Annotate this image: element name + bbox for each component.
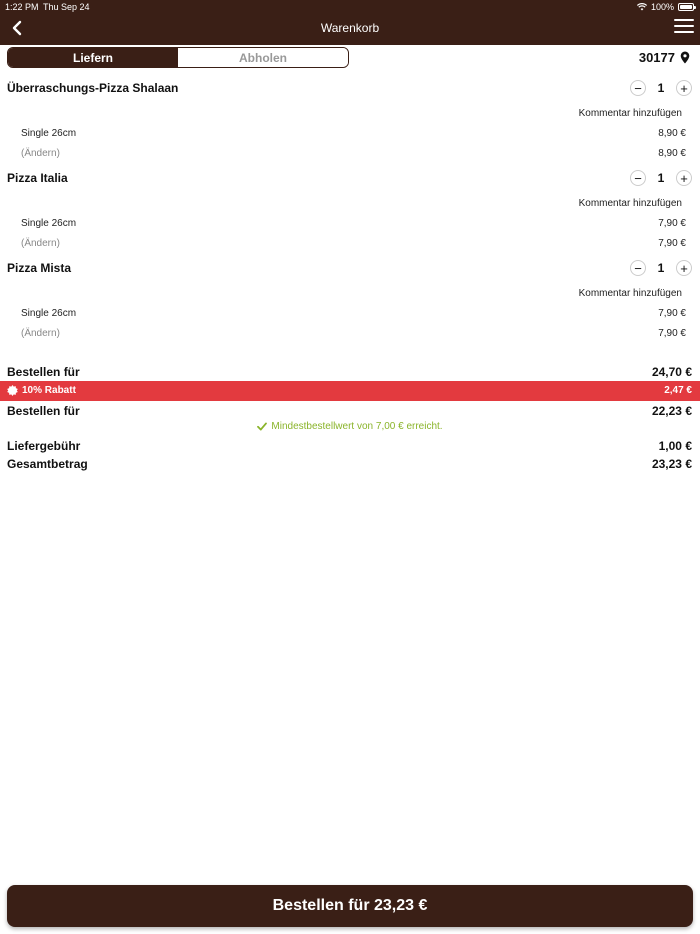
discount-badge-icon	[7, 385, 18, 396]
add-comment-link[interactable]: Kommentar hinzufügen	[578, 288, 682, 299]
item-name: Pizza Italia	[7, 171, 68, 185]
item-option: Single 26cm	[21, 308, 77, 319]
add-comment-link[interactable]: Kommentar hinzufügen	[578, 108, 682, 119]
delivery-fee-value: 1,00 €	[658, 439, 692, 453]
wifi-icon	[637, 3, 647, 11]
minimum-order-notice	[0, 421, 700, 432]
discount-label: 10% Rabatt	[22, 385, 76, 396]
change-option-link[interactable]: (Ändern)	[21, 148, 60, 159]
quantity-value: 1	[657, 171, 665, 185]
quantity-value: 1	[657, 261, 665, 275]
item-option: Single 26cm	[21, 128, 77, 139]
location-pin-icon	[680, 51, 690, 64]
status-date: Thu Sep 24	[43, 2, 90, 12]
hamburger-menu-icon[interactable]	[674, 19, 694, 37]
discount-row	[0, 381, 700, 401]
total-label: Gesamtbetrag	[7, 457, 88, 471]
discount-value: 2,47 €	[664, 385, 692, 396]
add-comment-link[interactable]: Kommentar hinzufügen	[578, 198, 682, 209]
zip-code: 30177	[638, 50, 675, 65]
quantity-value: 1	[657, 81, 665, 95]
change-option-link[interactable]: (Ändern)	[21, 328, 60, 339]
checkmark-icon	[257, 422, 267, 431]
item-option: Single 26cm	[21, 218, 77, 229]
item-name: Pizza Mista	[7, 261, 72, 275]
tab-deliver[interactable]: Liefern	[8, 48, 178, 67]
quantity-stepper	[630, 80, 692, 96]
delivery-fee-label: Liefergebühr	[7, 439, 81, 453]
increase-button[interactable]: +	[676, 80, 692, 96]
decrease-button[interactable]: −	[630, 260, 646, 276]
item-total: 7,90 €	[658, 238, 686, 249]
decrease-button[interactable]: −	[630, 80, 646, 96]
item-total: 8,90 €	[658, 148, 686, 159]
increase-button[interactable]: +	[676, 260, 692, 276]
page-title: Warenkorb	[320, 21, 380, 35]
after-discount-value: 22,23 €	[651, 404, 692, 418]
change-option-link[interactable]: (Ändern)	[21, 238, 60, 249]
subtotal-label: Bestellen für	[7, 365, 80, 379]
option-price: 7,90 €	[658, 218, 686, 229]
battery-icon	[678, 3, 694, 11]
subtotal-value: 24,70 €	[651, 365, 692, 379]
zip-code-selector[interactable]	[639, 50, 690, 65]
after-discount-label: Bestellen für	[7, 404, 80, 418]
place-order-button[interactable]: Bestellen für 23,23 €	[7, 885, 693, 927]
item-total: 7,90 €	[658, 328, 686, 339]
option-price: 8,90 €	[658, 128, 686, 139]
status-time: 1:22 PM	[5, 2, 39, 12]
delivery-mode-toggle	[7, 47, 349, 68]
navigation-bar	[0, 0, 700, 45]
increase-button[interactable]: +	[676, 170, 692, 186]
status-right	[637, 2, 694, 12]
quantity-stepper	[630, 260, 692, 276]
item-name: Überraschungs-Pizza Shalaan	[7, 81, 179, 95]
option-price: 7,90 €	[658, 308, 686, 319]
status-bar	[0, 0, 700, 14]
battery-percent: 100%	[650, 2, 674, 12]
quantity-stepper	[630, 170, 692, 186]
discount-label-group	[7, 385, 76, 396]
tab-pickup[interactable]: Abholen	[178, 48, 348, 67]
minimum-order-text: Mindestbestellwert von 7,00 € erreicht.	[271, 421, 443, 432]
total-value: 23,23 €	[651, 457, 692, 471]
decrease-button[interactable]: −	[630, 170, 646, 186]
